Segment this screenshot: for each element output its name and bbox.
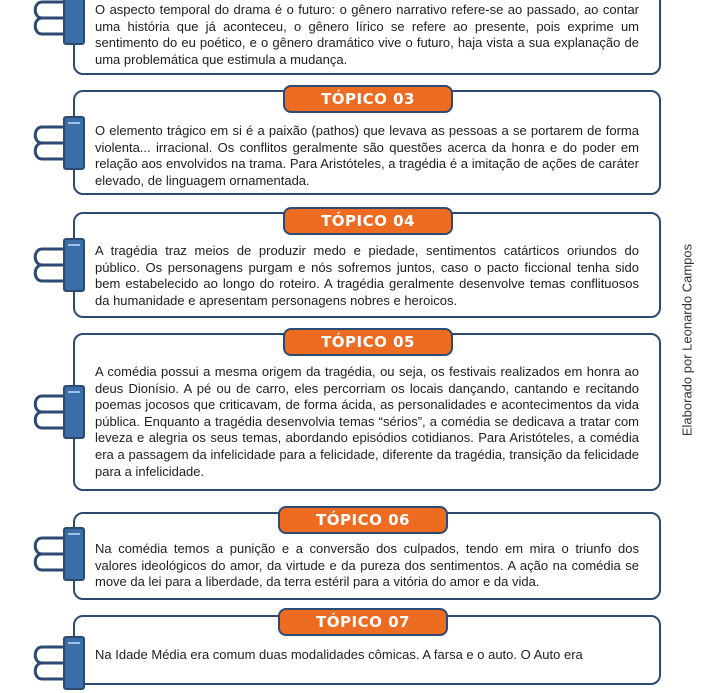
binder-clip-icon <box>30 235 86 295</box>
topic-badge-05: TÓPICO 05 <box>283 328 453 356</box>
side-credit-text: Elaborado por Leonardo Campos <box>679 243 695 437</box>
topic-card-02 <box>73 0 661 75</box>
binder-clip-icon <box>30 382 86 442</box>
topic-text: Na Idade Média era comum duas modalidades cômicas. A farsa e o auto. O Auto era <box>95 647 583 662</box>
topic-badge-04: TÓPICO 04 <box>283 207 453 235</box>
topic-text: A comédia possui a mesma origem da tragédia, ou seja, os festivais realizados em honra ao deus Dionísio. A pé ou de carro, eles percorriam os locais dançando, cantando e recitando poemas jocosos que criticavam, de forma ácida, as personalidades e acontecimentos da vida pública. Enquanto a tragédia desenvolvia temas “sérios”, a comédia se dedicava a tratar com leveza e alegria os seus temas, abordando episódios cotidianos. Para Aristóteles, a comédia era a passagem da infelicidade para a felicidade, diferente da tragédia, transição da felicidade para a infelicidade. <box>95 364 639 479</box>
topic-text: Na comédia temos a punição e a conversão dos culpados, tendo em mira o triunfo dos valores ideológicos do amor, da virtude e da pureza dos sentimentos. A ação na comédia se move da lei para a liberdade, da terra estéril para a vitória do amor e da vida. <box>95 541 639 590</box>
topic-card-05 <box>73 333 661 491</box>
topic-text: O elemento trágico em si é a paixão (pathos) que levava as pessoas a se portarem de forma violenta... irracional. Os conflitos geralmente são questões acerca da honra e do poder em relação aos envolvidos na trama. Para Aristóteles, a tragédia é a imitação de ações de caráter elevado, de linguagem ornamentada. <box>95 123 639 188</box>
binder-clip-icon <box>30 633 86 693</box>
binder-clip-icon <box>30 524 86 584</box>
topic-badge-07: TÓPICO 07 <box>278 608 448 636</box>
topic-text: A tragédia traz meios de produzir medo e piedade, sentimentos catárticos oriundos do público. Os personagens purgam e nós sofremos juntos, caso o pacto ficcional tenha sido bem estabelecido ao longo do roteiro. A tragédia geralmente desenvolve temas conflituosos da humanidade e apresentam personagens nobres e heroicos. <box>95 243 639 308</box>
topic-text: O aspecto temporal do drama é o futuro: o gênero narrativo refere-se ao passado, ao contar uma história que já aconteceu, o gênero lírico se refere ao presente, pois exprime um sentimento do eu poético, e o gênero dramático vive o futuro, haja vista a sua explanação de uma problemática que estimula a mudança. <box>95 2 639 67</box>
topic-badge-06: TÓPICO 06 <box>278 506 448 534</box>
topic-badge-03: TÓPICO 03 <box>283 85 453 113</box>
binder-clip-icon <box>30 113 86 173</box>
binder-clip-icon <box>30 0 86 48</box>
